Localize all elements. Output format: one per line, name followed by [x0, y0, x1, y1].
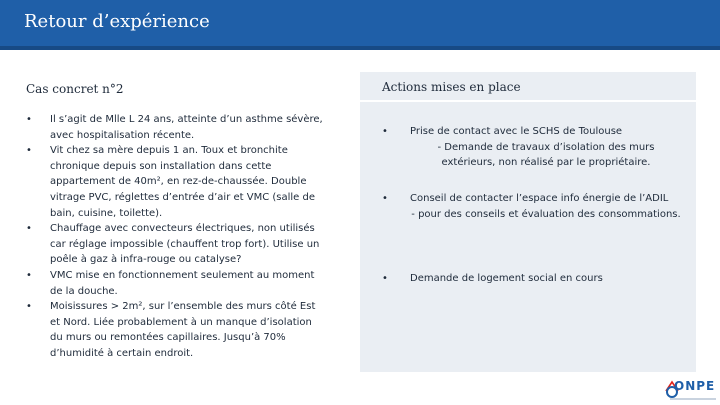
- action-item-text: Prise de contact avec le SCHS de Toulouse: [410, 126, 623, 137]
- case-details-list: [26, 112, 326, 362]
- action-item: [382, 191, 682, 222]
- action-item-detail: - pour des conseils et évaluation des consommations.: [411, 208, 681, 220]
- list-item: [26, 143, 326, 221]
- case-heading: Cas concret n°2: [26, 82, 124, 96]
- action-item-detail: - Demande de travaux d’isolation des murs extérieurs, non réalisé par le propriétaire.: [437, 141, 655, 169]
- list-item-text: Chauffage avec convecteurs électriques, non utilisés car réglage impossible (chauffent trop fort). Utilise un poêle à gaz à infra-rouge ou catalyse?: [50, 223, 320, 266]
- bullet-icon: •: [26, 114, 32, 125]
- panel-divider: [360, 100, 696, 102]
- bullet-icon: •: [26, 269, 32, 281]
- action-item: [382, 271, 682, 287]
- bullet-icon: •: [382, 273, 388, 284]
- bullet-icon: •: [382, 193, 388, 204]
- list-item: [26, 221, 326, 268]
- bullet-icon: •: [26, 223, 32, 235]
- onpe-logo: [662, 378, 718, 404]
- bullet-icon: •: [26, 145, 32, 157]
- bullet-icon: •: [382, 126, 388, 137]
- list-item: [26, 299, 326, 361]
- bullet-icon: •: [26, 301, 32, 313]
- slide-title: Retour d’expérience: [24, 11, 210, 32]
- list-item-text: Moisissures > 2m², sur l’ensemble des murs côté Est et Nord. Liée probablement à un manque d’isolation du murs ou remontées capillaires. Jusqu’à 70% d’humidité à certain endroit.: [50, 301, 316, 359]
- list-item-text: Il s’agit de Mlle L 24 ans, atteinte d’un asthme sévère, avec hospitalisation récente.: [50, 114, 323, 141]
- action-item-text: Demande de logement social en cours: [410, 273, 603, 284]
- action-item: [382, 124, 682, 171]
- action-item-text: Conseil de contacter l’espace info énergie de l’ADIL: [410, 193, 669, 204]
- actions-heading: Actions mises en place: [382, 80, 521, 94]
- actions-panel: [360, 72, 696, 372]
- logo-text: ONPE: [674, 379, 716, 393]
- list-item-text: VMC mise en fonctionnement seulement au moment de la douche.: [50, 269, 315, 297]
- list-item: [26, 112, 326, 143]
- list-item: [26, 268, 326, 299]
- list-item-text: Vit chez sa mère depuis 1 an. Toux et bronchite chronique depuis son installation dans cette appartement de 40m², en rez-de-chaussée. Double vitrage PVC, réglettes d’entrée d’air et VMC (salle de bain, cuisine, toilette).: [50, 145, 315, 219]
- slide-header: [0, 0, 720, 50]
